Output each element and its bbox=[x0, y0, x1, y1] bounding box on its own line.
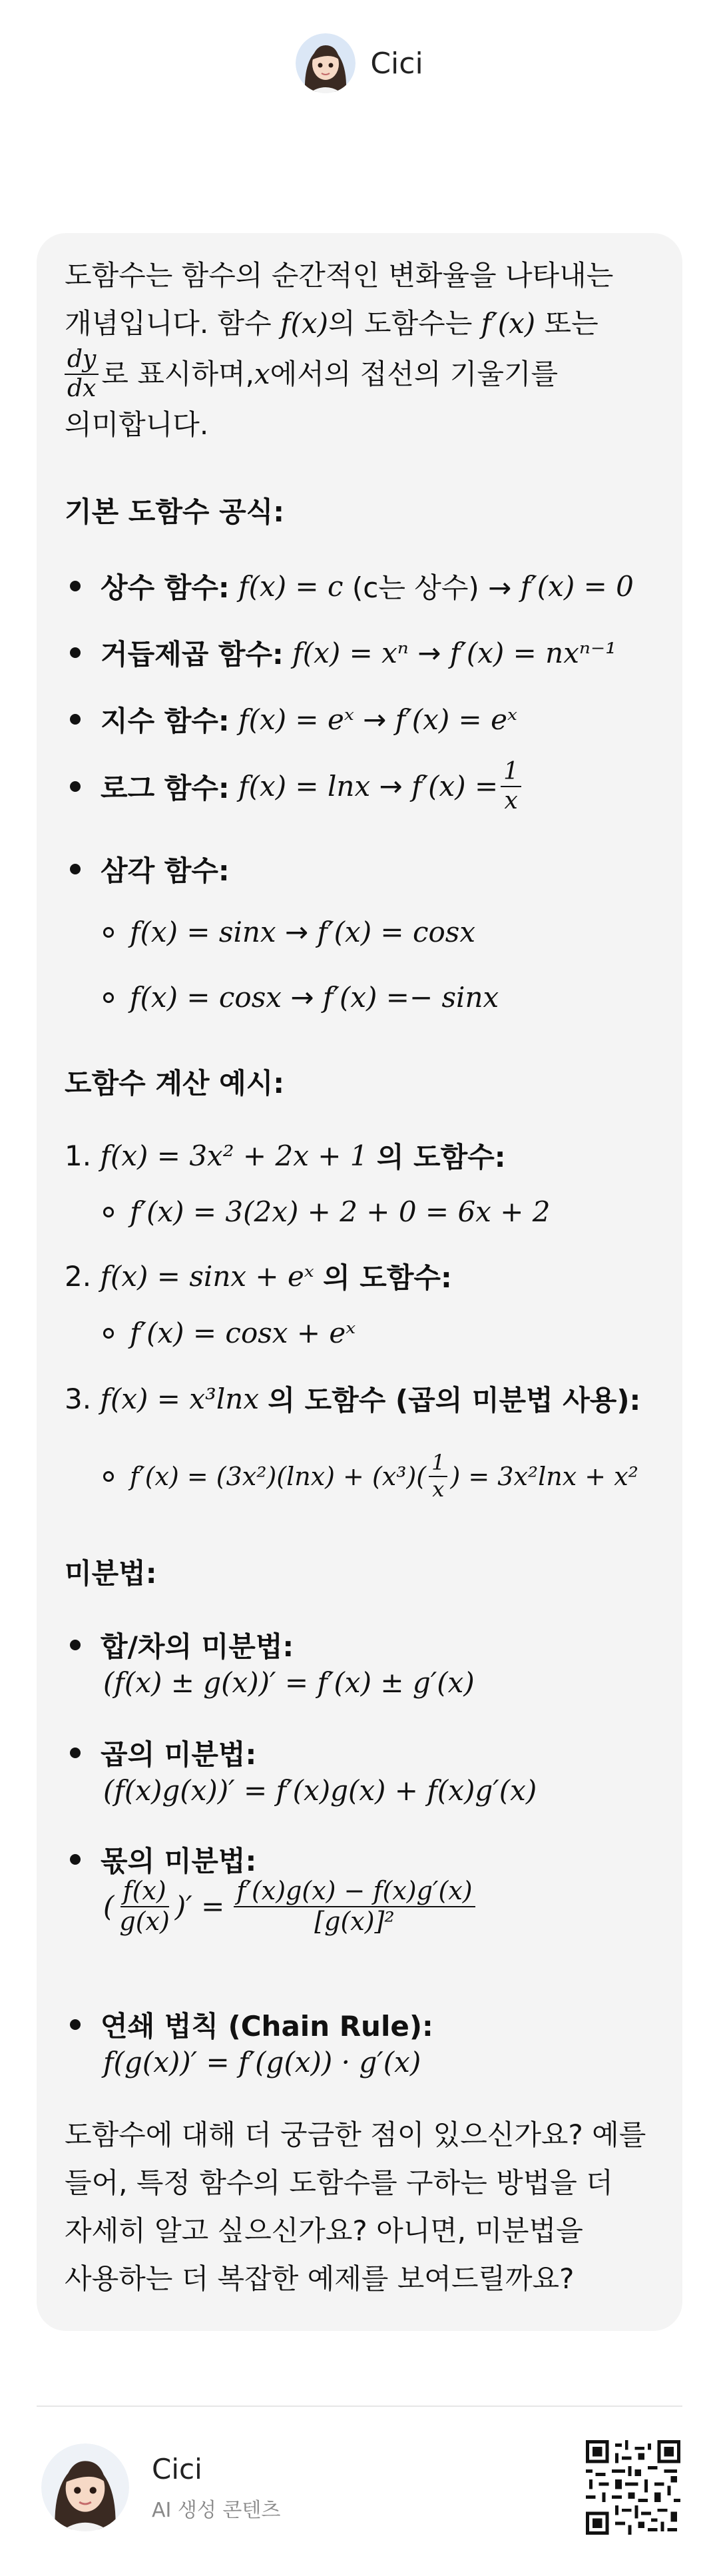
example-item: 3. f(x) = x³lnx 의 도함수 (곱의 미분법 사용): bbox=[65, 1382, 641, 1417]
chat-header bbox=[0, 0, 719, 127]
formula: (f(x)g(x))′ = f′(x)g(x) + f(x)g′(x) bbox=[103, 1774, 537, 1807]
intro-line-4: 의미합니다. bbox=[65, 408, 209, 441]
sub-list-item: f(x) = cosx → f′(x) =− sinx bbox=[103, 981, 499, 1014]
example-item: 2. f(x) = sinx + eˣ 의 도함수: bbox=[65, 1259, 452, 1294]
formula: f(g(x))′ = f′(g(x)) · g′(x) bbox=[103, 2046, 421, 2079]
bullet-icon bbox=[70, 714, 81, 725]
qr-code-icon[interactable] bbox=[586, 2440, 680, 2535]
formula: ( $\frac{f(x)}{g(x)}$ )′ = $\frac{f'(x)g(x) - f(x)g'(x)}{\text{[g(x)]²}}$ bbox=[103, 1878, 478, 1935]
footer-avatar[interactable] bbox=[41, 2443, 129, 2531]
bot-name: Cici bbox=[370, 46, 423, 81]
quotient-right-fraction: $\frac{f'(x)g(x) - f(x)g'(x)}{\text{[g(x)]²}}$ bbox=[234, 1878, 475, 1935]
intro-line-2: 개념입니다. 함수 f(x)의 도함수는 f′(x) 또는 bbox=[65, 307, 599, 340]
bullet-icon bbox=[70, 781, 81, 792]
bullet-icon bbox=[70, 1748, 81, 1758]
basic-formulas-heading: 기본 도함수 공식: bbox=[65, 495, 285, 528]
one-over-x-fraction: $\frac{1}{x}$ bbox=[501, 759, 521, 814]
list-item: 거듭제곱 함수: f(x) = xⁿ → f′(x) = nxⁿ⁻¹ bbox=[65, 633, 616, 673]
formula: (f(x) ± g(x))′ = f′(x) ± g′(x) bbox=[103, 1666, 475, 1699]
dy-dx-fraction: $\frac{dy}{dx}$ bbox=[65, 347, 99, 402]
avatar[interactable] bbox=[296, 33, 356, 93]
divider bbox=[37, 2406, 682, 2407]
one-over-x-fraction: $\frac{1}{x}$ bbox=[429, 1452, 447, 1500]
sub-list-item: f′(x) = cosx + eˣ bbox=[103, 1317, 356, 1349]
example-item: 1. f(x) = 3x² + 2x + 1 의 도함수: bbox=[65, 1139, 506, 1173]
bullet-icon bbox=[70, 581, 81, 591]
list-item: 로그 함수: f(x) = lnx → f′(x) = $\frac{1}{x}$ bbox=[65, 759, 524, 814]
list-item: 합/차의 미분법: bbox=[65, 1625, 294, 1665]
bullet-icon bbox=[70, 2019, 81, 2030]
sub-list-item: f(x) = sinx → f′(x) = cosx bbox=[103, 916, 475, 948]
intro-paragraph bbox=[65, 252, 664, 449]
rules-heading: 미분법: bbox=[65, 1557, 157, 1590]
bullet-icon bbox=[70, 1640, 81, 1650]
footer-text bbox=[152, 2453, 280, 2523]
list-item: 삼각 함수: bbox=[65, 849, 230, 889]
list-item: 상수 함수: f(x) = c (c는 상수) → f′(x) = 0 bbox=[65, 566, 634, 606]
hollow-bullet-icon bbox=[103, 1471, 114, 1482]
quotient-left-fraction: $\frac{f(x)}{g(x)}$ bbox=[119, 1876, 170, 1936]
hollow-bullet-icon bbox=[103, 992, 114, 1003]
footer-bot-name: Cici bbox=[152, 2452, 202, 2485]
list-item: 연쇄 법칙 (Chain Rule): bbox=[65, 2005, 433, 2045]
hollow-bullet-icon bbox=[103, 1328, 114, 1339]
bullet-icon bbox=[70, 647, 81, 658]
bullet-icon bbox=[70, 1854, 81, 1865]
sub-list-item: f′(x) = 3(2x) + 2 + 0 = 6x + 2 bbox=[103, 1195, 550, 1228]
hollow-bullet-icon bbox=[103, 927, 114, 938]
list-item: 지수 함수: f(x) = eˣ → f′(x) = eˣ bbox=[65, 699, 517, 739]
message-bubble bbox=[37, 233, 682, 2331]
bullet-icon bbox=[70, 864, 81, 874]
footer bbox=[41, 2437, 680, 2537]
intro-line-3: $\frac{dy}{dx}$ 로 표시하며, x 에서의 접선의 기울기를 bbox=[65, 348, 664, 401]
list-item: 몫의 미분법: bbox=[65, 1839, 256, 1879]
intro-line-1: 도함수는 함수의 순간적인 변화율을 나타내는 bbox=[65, 259, 614, 292]
examples-heading: 도함수 계산 예시: bbox=[65, 1067, 285, 1100]
closing-paragraph: 도함수에 대해 더 궁금한 점이 있으신가요? 예를 들어, 특정 함수의 도함수를 구하는 방법을 더 자세히 알고 싶으신가요? 아니면, 미분법을 사용하는 더 복잡한 예제를 보여드릴까요? bbox=[65, 2118, 646, 2295]
sub-list-item: f′(x) = (3x²)(lnx) + (x³)( $\frac{1}{x}$ ) = 3x²lnx + x² bbox=[103, 1452, 638, 1500]
list-item: 곱의 미분법: bbox=[65, 1733, 256, 1773]
ai-content-label: AI 생성 콘텐츠 bbox=[152, 2498, 281, 2522]
hollow-bullet-icon bbox=[103, 1207, 114, 1217]
